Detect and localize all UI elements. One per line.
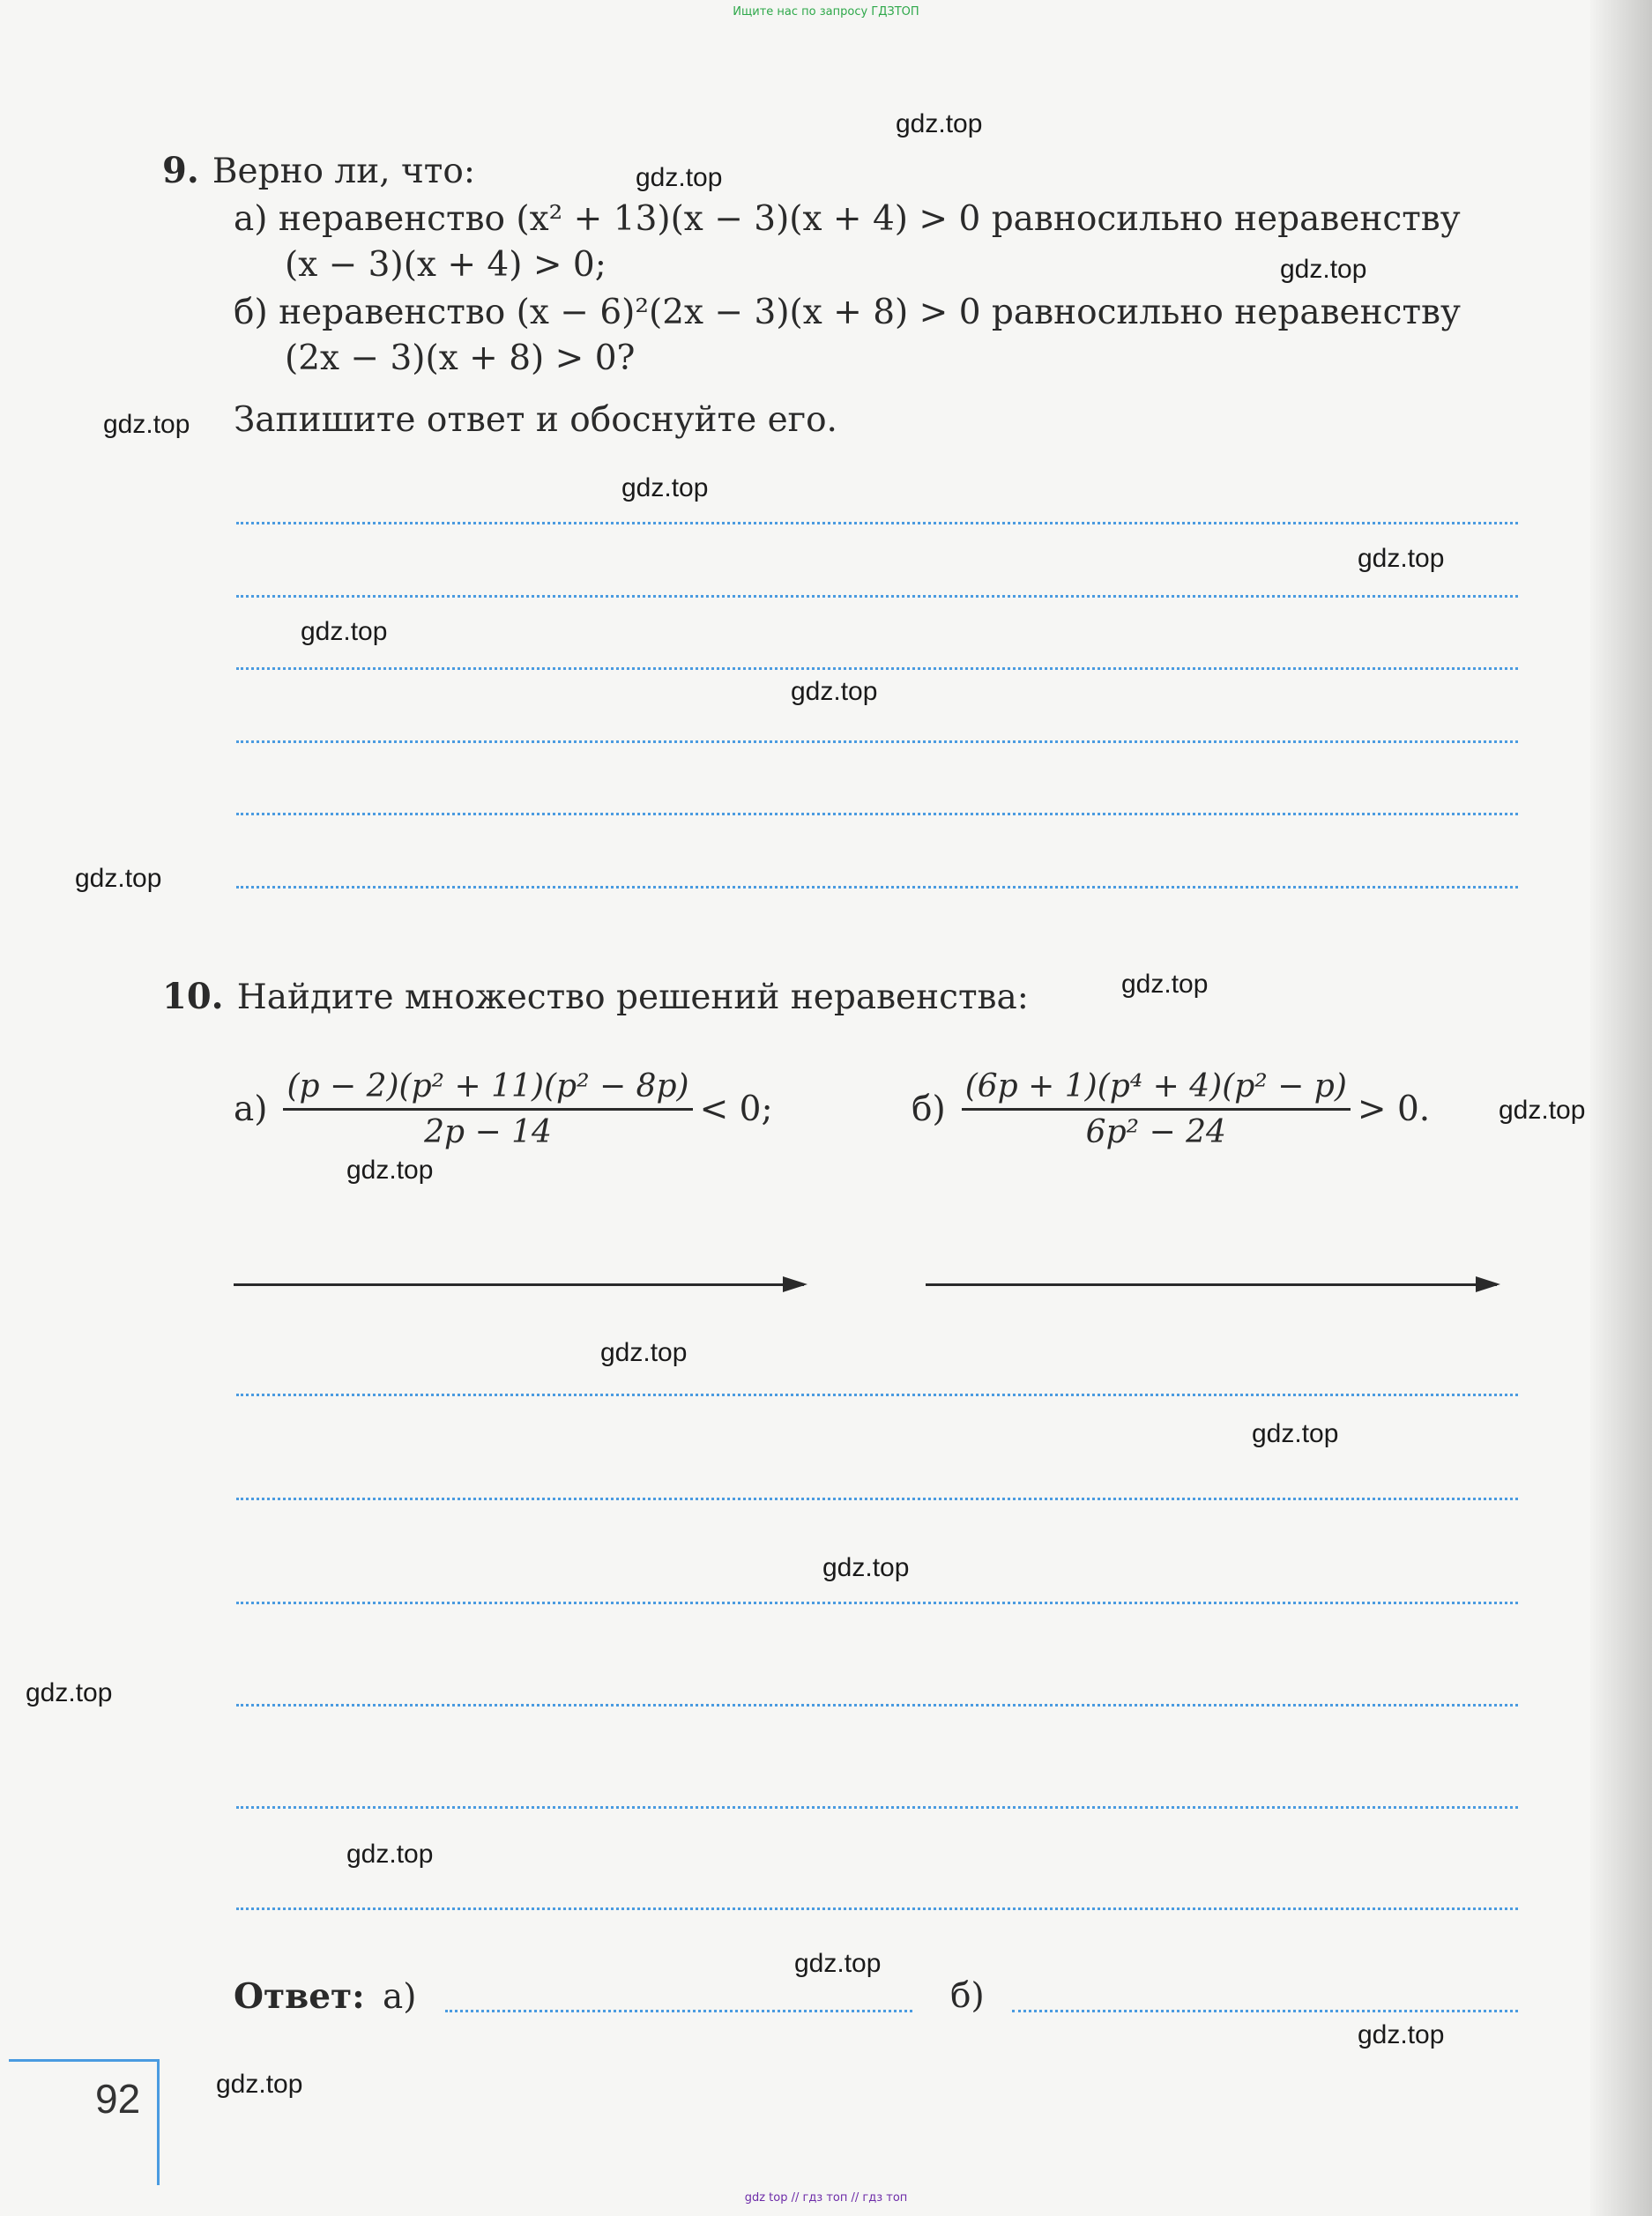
task-10b-relation: > 0. xyxy=(1357,1089,1431,1129)
task-10a-fraction xyxy=(283,1068,692,1150)
watermark: gdz.top xyxy=(1358,544,1445,573)
watermark: gdz.top xyxy=(346,1840,434,1869)
task-9a-line2: (x − 3)(x + 4) > 0; xyxy=(285,245,606,285)
answer-a-label: а) xyxy=(383,1977,417,2017)
answer-a-field[interactable] xyxy=(445,2010,912,2012)
answer-line[interactable] xyxy=(236,522,1518,524)
answer-line[interactable] xyxy=(236,740,1518,743)
watermark: gdz.top xyxy=(216,2070,303,2099)
task-10a-relation: < 0; xyxy=(699,1089,773,1129)
task-9-instruction: Запишите ответ и обоснуйте его. xyxy=(234,400,837,440)
task-9-number: 9. xyxy=(162,150,199,191)
watermark: gdz.top xyxy=(301,617,388,646)
answer-b-field[interactable] xyxy=(1012,2010,1518,2012)
task-9-question: Верно ли, что: xyxy=(212,152,475,191)
answer-row xyxy=(234,1976,417,2017)
task-9a-line1: а) неравенство (x² + 13)(x − 3)(x + 4) > 0 равносильно неравенству xyxy=(234,199,1461,239)
watermark: gdz.top xyxy=(1252,1419,1339,1448)
watermark: gdz.top xyxy=(822,1553,910,1582)
watermark: gdz.top xyxy=(1121,970,1209,999)
task-10a-inequality xyxy=(234,1068,773,1150)
watermark: gdz.top xyxy=(26,1678,113,1707)
task-10b-denominator: 6p² − 24 xyxy=(1085,1114,1226,1150)
bottom-banner: gdz top // гдз топ // гдз топ xyxy=(744,2191,908,2205)
task-10-number: 10. xyxy=(162,976,224,1017)
answer-line[interactable] xyxy=(236,813,1518,815)
watermark: gdz.top xyxy=(103,410,190,439)
answer-line[interactable] xyxy=(236,1806,1518,1809)
number-line-a[interactable] xyxy=(234,1283,804,1286)
page-edge-shadow xyxy=(1590,0,1652,2216)
watermark: gdz.top xyxy=(896,109,983,138)
task-10b-label: б) xyxy=(912,1089,946,1129)
task-10-header xyxy=(162,976,1029,1017)
answer-label: Ответ: xyxy=(234,1976,365,2017)
task-10b-inequality xyxy=(912,1068,1430,1150)
task-10a-numerator: (p − 2)(p² + 11)(p² − 8p) xyxy=(283,1068,692,1111)
task-9b-line2: (2x − 3)(x + 8) > 0? xyxy=(285,338,636,378)
answer-line[interactable] xyxy=(236,1704,1518,1707)
answer-line[interactable] xyxy=(236,1394,1518,1396)
watermark: gdz.top xyxy=(621,473,709,502)
answer-b-label: б) xyxy=(950,1976,985,2016)
watermark: gdz.top xyxy=(794,1949,882,1978)
answer-line[interactable] xyxy=(236,1498,1518,1500)
answer-line[interactable] xyxy=(236,1907,1518,1910)
task-10-question: Найдите множество решений неравенства: xyxy=(236,978,1029,1017)
task-10a-label: а) xyxy=(234,1089,268,1129)
answer-line[interactable] xyxy=(236,667,1518,670)
watermark: gdz.top xyxy=(346,1156,434,1185)
task-9b-line1: б) неравенство (x − 6)²(2x − 3)(x + 8) > 0 равносильно неравенству xyxy=(234,293,1461,332)
task-10b-fraction xyxy=(962,1068,1351,1150)
watermark: gdz.top xyxy=(75,864,162,893)
watermark: gdz.top xyxy=(1280,255,1367,284)
task-10a-denominator: 2p − 14 xyxy=(424,1114,552,1150)
answer-line[interactable] xyxy=(236,595,1518,598)
answer-line[interactable] xyxy=(236,886,1518,889)
top-banner: Ищите нас по запросу ГДЗТОП xyxy=(733,5,919,19)
answer-line[interactable] xyxy=(236,1602,1518,1604)
watermark: gdz.top xyxy=(600,1338,688,1367)
number-line-b[interactable] xyxy=(926,1283,1497,1286)
page-number: 92 xyxy=(95,2076,141,2122)
watermark: gdz.top xyxy=(636,163,723,192)
watermark: gdz.top xyxy=(1499,1096,1586,1125)
task-10b-numerator: (6p + 1)(p⁴ + 4)(p² − p) xyxy=(962,1068,1351,1111)
task-9-header xyxy=(162,150,475,191)
watermark: gdz.top xyxy=(791,677,878,706)
watermark: gdz.top xyxy=(1358,2020,1445,2049)
